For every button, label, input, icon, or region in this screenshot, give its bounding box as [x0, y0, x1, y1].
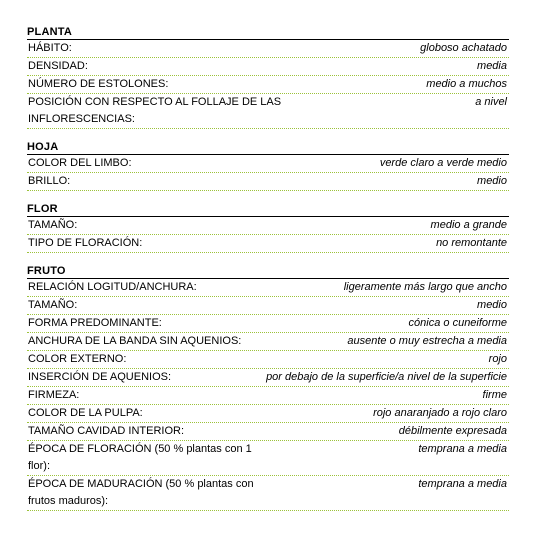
row-value: ligeramente más largo que ancho: [343, 281, 507, 293]
row-tipo-floracion: [27, 235, 509, 253]
row-tamano-flor: [27, 217, 509, 235]
row-label: TIPO DE FLORACIÓN:: [28, 237, 143, 249]
row-value: medio a grande: [430, 219, 507, 231]
row-label: BRILLO:: [28, 175, 71, 187]
row-insercion-aquenios: [27, 369, 509, 387]
row-tamano-fruto: [27, 297, 509, 315]
row-epoca-maduracion: [27, 476, 509, 511]
row-firmeza: [27, 387, 509, 405]
row-label: RELACIÓN LOGITUD/ANCHURA:: [28, 281, 197, 293]
section-flor: [27, 201, 509, 253]
section-title-planta: PLANTA: [27, 24, 509, 40]
row-label: ÉPOCA DE MADURACIÓN (50 % plantas con frutos maduros):: [28, 478, 254, 507]
row-label: INSERCIÓN DE AQUENIOS:: [28, 371, 172, 383]
row-label: ÉPOCA DE FLORACIÓN (50 % plantas con 1 flor):: [28, 443, 252, 472]
row-value: media: [477, 60, 507, 72]
row-label: POSICIÓN CON RESPECTO AL FOLLAJE DE LAS INFLORESCENCIAS:: [28, 96, 282, 125]
row-label: COLOR EXTERNO:: [28, 353, 127, 365]
row-value: a nivel: [475, 96, 507, 108]
row-posicion-follaje: [27, 94, 509, 129]
row-densidad: [27, 58, 509, 76]
row-label: TAMAÑO:: [28, 299, 78, 311]
row-color-externo: [27, 351, 509, 369]
row-color-limbo: [27, 155, 509, 173]
row-value: medio: [477, 175, 507, 187]
row-value: cónica o cuneiforme: [408, 317, 507, 329]
row-habito: [27, 40, 509, 58]
section-title-fruto: FRUTO: [27, 263, 509, 279]
row-value: temprana a media: [418, 443, 507, 455]
row-value: no remontante: [436, 237, 507, 249]
row-label: COLOR DE LA PULPA:: [28, 407, 143, 419]
row-value: firme: [482, 389, 507, 401]
row-epoca-floracion: [27, 441, 509, 476]
row-value: rojo: [488, 353, 507, 365]
characteristics-sheet: [27, 24, 509, 521]
row-numero-estolones: [27, 76, 509, 94]
row-value: temprana a media: [418, 478, 507, 490]
row-brillo: [27, 173, 509, 191]
row-label: FIRMEZA:: [28, 389, 80, 401]
row-label: COLOR DEL LIMBO:: [28, 157, 132, 169]
row-value: por debajo de la superficie/a nivel de la superficie: [266, 371, 507, 383]
row-value: rojo anaranjado a rojo claro: [373, 407, 507, 419]
row-anchura-banda: [27, 333, 509, 351]
row-value: globoso achatado: [420, 42, 507, 54]
row-color-pulpa: [27, 405, 509, 423]
row-value: medio a muchos: [426, 78, 507, 90]
row-forma-predominante: [27, 315, 509, 333]
row-label: HÁBITO:: [28, 42, 72, 54]
row-value: ausente o muy estrecha a media: [347, 335, 507, 347]
row-label: TAMAÑO:: [28, 219, 78, 231]
row-tamano-cavidad: [27, 423, 509, 441]
row-label: DENSIDAD:: [28, 60, 88, 72]
section-title-hoja: HOJA: [27, 139, 509, 155]
section-title-flor: FLOR: [27, 201, 509, 217]
row-label: NÚMERO DE ESTOLONES:: [28, 78, 169, 90]
row-label: FORMA PREDOMINANTE:: [28, 317, 162, 329]
row-value: débilmente expresada: [398, 425, 507, 437]
row-value: medio: [477, 299, 507, 311]
row-label: TAMAÑO CAVIDAD INTERIOR:: [28, 425, 185, 437]
section-fruto: [27, 263, 509, 511]
section-hoja: [27, 139, 509, 191]
row-relacion-longitud: [27, 279, 509, 297]
section-planta: [27, 24, 509, 129]
row-value: verde claro a verde medio: [379, 157, 507, 169]
row-label: ANCHURA DE LA BANDA SIN AQUENIOS:: [28, 335, 242, 347]
